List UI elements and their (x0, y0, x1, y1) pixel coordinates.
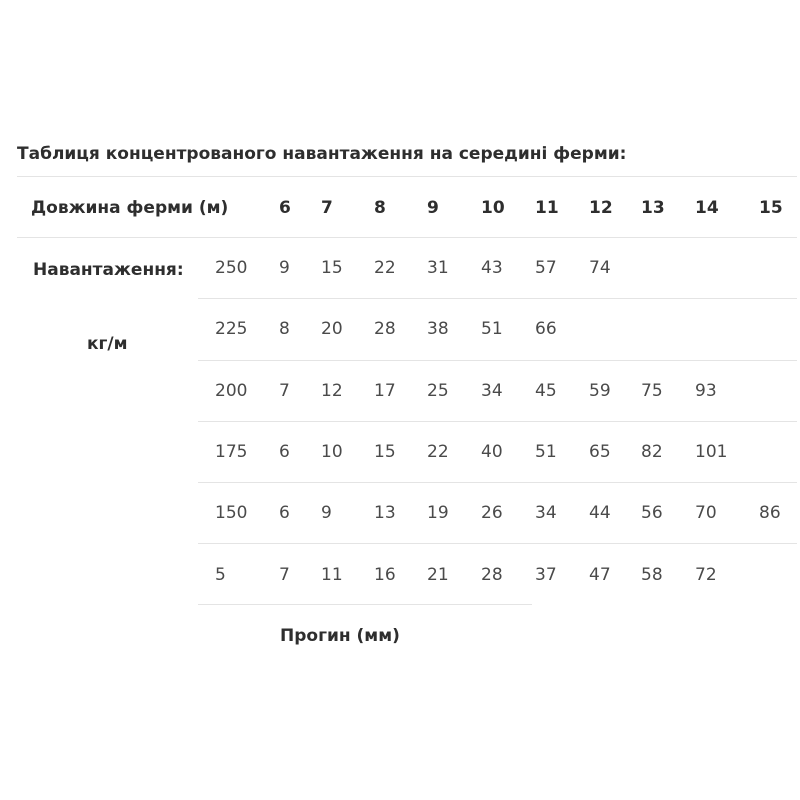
load-value-cell: 250 (215, 258, 248, 278)
deflection-cell: 86 (759, 503, 781, 523)
deflection-cell: 22 (374, 258, 396, 278)
deflection-cell: 15 (321, 258, 343, 278)
length-header-cell: 6 (279, 198, 291, 218)
load-value-cell: 5 (215, 565, 226, 585)
length-header-cell: 13 (641, 198, 665, 218)
deflection-cell: 21 (427, 565, 449, 585)
load-value-cell: 175 (215, 442, 248, 462)
deflection-cell: 31 (427, 258, 449, 278)
load-value-cell: 225 (215, 319, 248, 339)
deflection-cell: 20 (321, 319, 343, 339)
deflection-cell: 7 (279, 565, 290, 585)
length-header-cell: 9 (427, 198, 439, 218)
deflection-cell: 34 (535, 503, 557, 523)
deflection-label: Прогин (мм) (280, 626, 400, 646)
deflection-cell: 28 (374, 319, 396, 339)
deflection-cell: 34 (481, 381, 503, 401)
length-header-cell: 10 (481, 198, 505, 218)
deflection-cell: 7 (279, 381, 290, 401)
deflection-cell: 26 (481, 503, 503, 523)
deflection-cell: 70 (695, 503, 717, 523)
length-header-cell: 14 (695, 198, 719, 218)
deflection-cell: 101 (695, 442, 728, 462)
deflection-cell: 38 (427, 319, 449, 339)
length-header-cell: 11 (535, 198, 559, 218)
deflection-cell: 65 (589, 442, 611, 462)
length-header-cell: 15 (759, 198, 783, 218)
deflection-cell: 9 (279, 258, 290, 278)
deflection-cell: 28 (481, 565, 503, 585)
table-caption: Таблиця концентрованого навантаження на середині ферми: (17, 144, 627, 164)
deflection-cell: 66 (535, 319, 557, 339)
load-value-cell: 150 (215, 503, 248, 523)
row-divider (198, 421, 797, 422)
deflection-cell: 72 (695, 565, 717, 585)
length-header-cell: 8 (374, 198, 386, 218)
deflection-cell: 45 (535, 381, 557, 401)
deflection-cell: 12 (321, 381, 343, 401)
deflection-cell: 16 (374, 565, 396, 585)
deflection-cell: 10 (321, 442, 343, 462)
load-label: Навантаження: (33, 260, 184, 280)
deflection-cell: 8 (279, 319, 290, 339)
load-unit-label: кг/м (87, 334, 128, 354)
table-top-rule (17, 176, 797, 177)
deflection-cell: 22 (427, 442, 449, 462)
row-divider (198, 360, 797, 361)
load-value-cell: 200 (215, 381, 248, 401)
deflection-cell: 37 (535, 565, 557, 585)
deflection-cell: 43 (481, 258, 503, 278)
deflection-cell: 74 (589, 258, 611, 278)
deflection-cell: 11 (321, 565, 343, 585)
deflection-cell: 51 (535, 442, 557, 462)
truss-length-label: Довжина ферми (м) (31, 198, 229, 218)
deflection-cell: 47 (589, 565, 611, 585)
deflection-cell: 17 (374, 381, 396, 401)
deflection-cell: 58 (641, 565, 663, 585)
deflection-cell: 51 (481, 319, 503, 339)
deflection-cell: 6 (279, 442, 290, 462)
deflection-cell: 13 (374, 503, 396, 523)
deflection-cell: 6 (279, 503, 290, 523)
row-divider (198, 543, 797, 544)
deflection-cell: 82 (641, 442, 663, 462)
deflection-cell: 57 (535, 258, 557, 278)
deflection-cell: 9 (321, 503, 332, 523)
row-divider (198, 298, 797, 299)
deflection-cell: 59 (589, 381, 611, 401)
header-bottom-rule (17, 237, 797, 238)
length-header-cell: 7 (321, 198, 333, 218)
deflection-cell: 93 (695, 381, 717, 401)
row-divider (198, 482, 797, 483)
deflection-cell: 19 (427, 503, 449, 523)
deflection-cell: 25 (427, 381, 449, 401)
deflection-cell: 15 (374, 442, 396, 462)
deflection-cell: 56 (641, 503, 663, 523)
deflection-cell: 44 (589, 503, 611, 523)
length-header-cell: 12 (589, 198, 613, 218)
deflection-cell: 40 (481, 442, 503, 462)
table-bottom-rule (198, 604, 532, 605)
deflection-cell: 75 (641, 381, 663, 401)
